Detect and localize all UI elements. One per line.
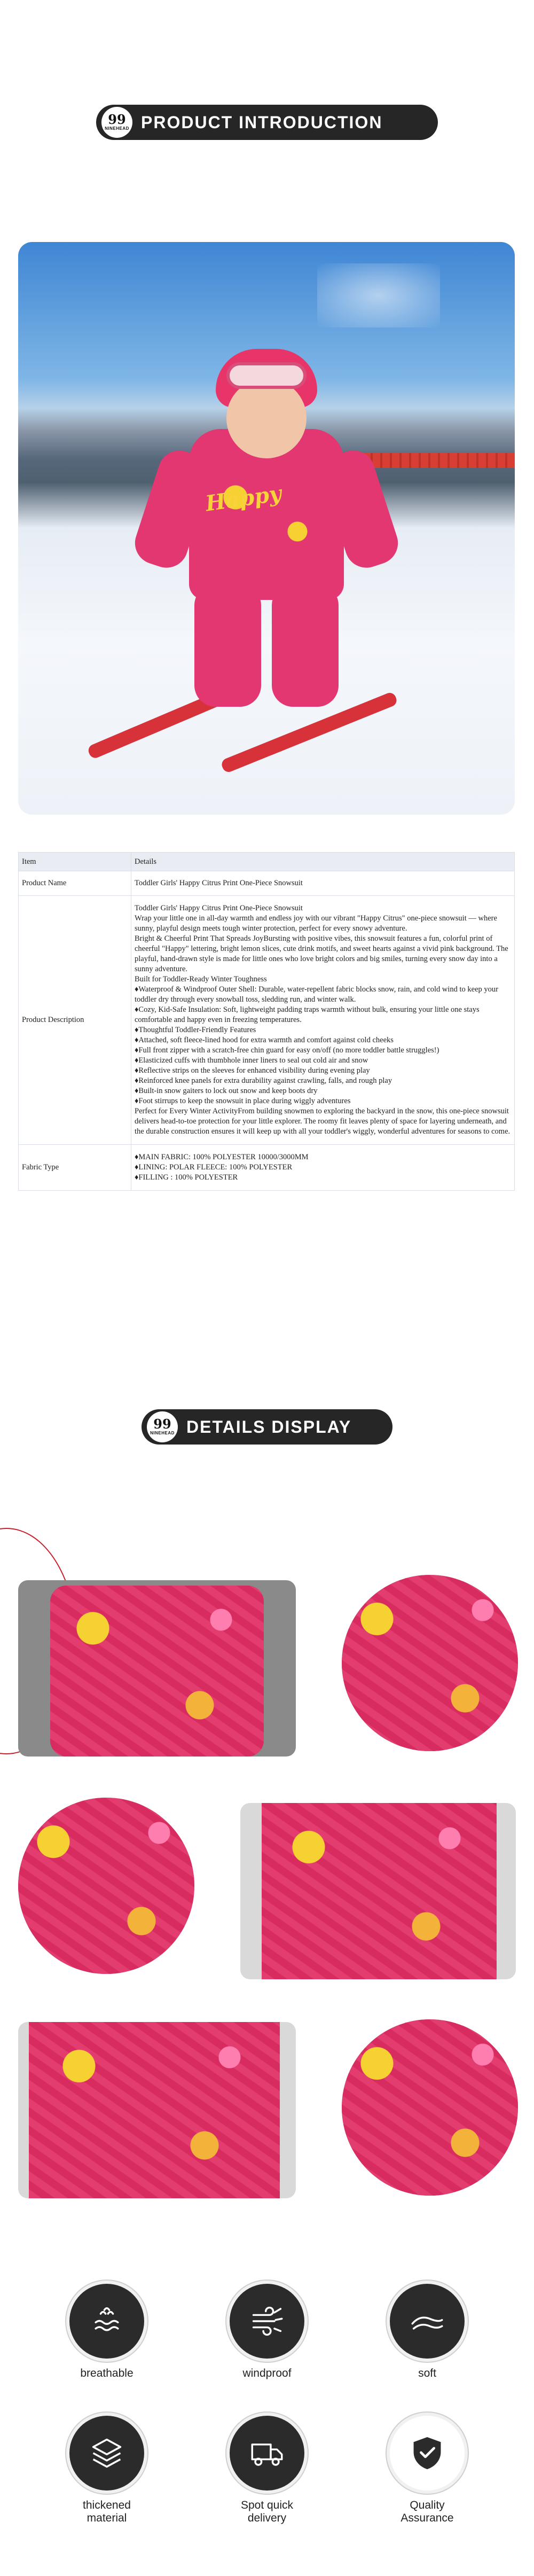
feature-label: breathable xyxy=(80,2367,134,2379)
desc-line: Perfect for Every Winter ActivityFrom building snowmen to exploring the backyard in the snow, this one-piece snowsuit delivers head-to-toe protection for your little explorer. The roomy fit leaves plenty of space for layering underneath, and the durable construction ensures it will keep up with all your toddler's wiggly, wonderful adventures for seasons to come. xyxy=(135,1107,511,1136)
desc-line: Wrap your little one in all-day warmth and endless joy with our vibrant "Happy Citrus" one-piece snowsuit — where sunny, playful design meets tough winter protection, perfect for every snowy adventure. xyxy=(135,914,497,933)
print-happy-text: Happy xyxy=(203,481,283,517)
feature-windproof xyxy=(206,2284,328,2380)
desc-line: Toddler Girls' Happy Citrus Print One-Piece Snowsuit xyxy=(135,904,303,912)
windproof-icon xyxy=(230,2284,304,2359)
soft-icon xyxy=(390,2284,465,2359)
logo-brand: NINEHEAD xyxy=(105,126,129,131)
fabric-line: ♦MAIN FABRIC: 100% POLYESTER 10000/3000MM xyxy=(135,1153,309,1161)
spec-table xyxy=(18,852,515,1191)
spec-header-row xyxy=(19,853,515,871)
desc-line: ♦Attached, soft fleece-lined hood for extra warmth and comfort against cold cheeks xyxy=(135,1036,394,1044)
section-title-details: DETAILS DISPLAY xyxy=(186,1417,352,1437)
desc-line: ♦Waterproof & Windproof Outer Shell: Durable, water-repellent fabric blocks snow, rain, and cold wind to keep your toddler dry through every snowball toss, sledding run, and winter walk. xyxy=(135,985,499,1004)
desc-line: ♦Elasticized cuffs with thumbhole inner liners to seal out cold air and snow xyxy=(135,1056,368,1065)
fabric-line: ♦LINING: POLAR FLEECE: 100% POLYESTER xyxy=(135,1163,293,1172)
feature-label: Quality Assurance xyxy=(400,2499,454,2524)
breathable-icon xyxy=(69,2284,144,2359)
logo-brand: NINEHEAD xyxy=(150,1431,175,1435)
ski-goggles xyxy=(226,362,307,389)
desc-line: ♦Reflective strips on the sleeves for enhanced visibility during evening play xyxy=(135,1066,370,1075)
feature-quick-delivery xyxy=(206,2416,328,2525)
child-in-snowsuit xyxy=(146,349,387,739)
snowsuit-leg-right xyxy=(272,584,339,707)
row-product-description xyxy=(19,896,515,1145)
desc-line: Bright & Cheerful Print That Spreads JoyBursting with positive vibes, this snowsuit features a fun, colorful print of cheerful "Happy" lettering, bright lemon slices, cute drink motifs, and sweet hearts against a vivid pink background. The playful, hand-drawn style is made for little ones who love bright colors and big smiles, turning every snow day into a sunny adventure. xyxy=(135,934,508,973)
row-product-name xyxy=(19,871,515,896)
label-product-name: Product Name xyxy=(19,871,131,896)
feature-quality-assurance xyxy=(366,2416,489,2525)
section-title-intro: PRODUCT INTRODUCTION xyxy=(141,112,383,132)
layers-icon xyxy=(69,2416,144,2491)
brand-logo xyxy=(101,107,132,138)
desc-line: ♦Built-in snow gaiters to lock out snow and keep boots dry xyxy=(135,1087,318,1095)
feature-breathable xyxy=(45,2284,168,2380)
desc-line: ♦Thoughtful Toddler-Friendly Features xyxy=(135,1026,256,1034)
child-face xyxy=(226,378,307,458)
snowsuit-leg-left xyxy=(194,584,261,707)
section-header-details xyxy=(142,1409,392,1445)
feature-soft xyxy=(366,2284,489,2380)
hero-photo xyxy=(18,242,515,815)
label-product-description: Product Description xyxy=(19,896,131,1145)
section-header-intro xyxy=(96,105,438,140)
label-fabric-type: Fabric Type xyxy=(19,1145,131,1191)
value-fabric-type xyxy=(131,1145,515,1191)
fabric-print xyxy=(342,2019,518,2196)
row-fabric-type xyxy=(19,1145,515,1191)
detail-photo-chest-circle xyxy=(342,1575,518,1751)
feature-label: soft xyxy=(418,2367,436,2379)
desc-line: Built for Toddler-Ready Winter Toughness xyxy=(135,975,267,983)
value-product-name: Toddler Girls' Happy Citrus Print One-Piece Snowsuit xyxy=(131,871,515,896)
fabric-print xyxy=(18,1798,194,1974)
fabric-print xyxy=(29,2022,280,2198)
desc-line: ♦Foot stirrups to keep the snowsuit in place during wiggly adventures xyxy=(135,1097,351,1105)
sun-glow xyxy=(317,263,440,327)
logo-number: 99 xyxy=(108,112,126,127)
detail-photo-hood-front xyxy=(18,1580,296,1757)
desc-line: ♦Full front zipper with a scratch-free chin guard for easy on/off (no more toddler battle struggles!) xyxy=(135,1046,439,1055)
value-product-description xyxy=(131,896,515,1145)
detail-photo-cuff-circle xyxy=(18,1798,194,1974)
detail-photo-legs xyxy=(18,2022,296,2198)
detail-photo-gaiter-circle xyxy=(342,2019,518,2196)
header-details: Details xyxy=(131,853,515,871)
header-item: Item xyxy=(19,853,131,871)
desc-line: ♦Reinforced knee panels for extra durability against crawling, falls, and rough play xyxy=(135,1076,392,1085)
brand-logo xyxy=(147,1411,178,1442)
desc-line: ♦Cozy, Kid-Safe Insulation: Soft, lightweight padding traps warmth without bulk, ensuring your little one stays comfortable and happy even in freezing temperatures. xyxy=(135,1005,480,1024)
detail-photo-sleeve xyxy=(240,1803,516,1979)
fabric-print xyxy=(50,1586,264,1757)
feature-label: Spot quick delivery xyxy=(240,2499,294,2524)
feature-label: thickened material xyxy=(83,2499,131,2524)
fabric-print xyxy=(342,1575,518,1751)
shield-check-icon xyxy=(390,2416,465,2491)
fabric-print xyxy=(262,1803,497,1979)
fabric-line: ♦FILLING : 100% POLYESTER xyxy=(135,1173,238,1182)
logo-number: 99 xyxy=(153,1416,171,1432)
feature-thickened-material xyxy=(45,2416,168,2525)
feature-label: windproof xyxy=(242,2367,292,2379)
truck-icon xyxy=(230,2416,304,2491)
